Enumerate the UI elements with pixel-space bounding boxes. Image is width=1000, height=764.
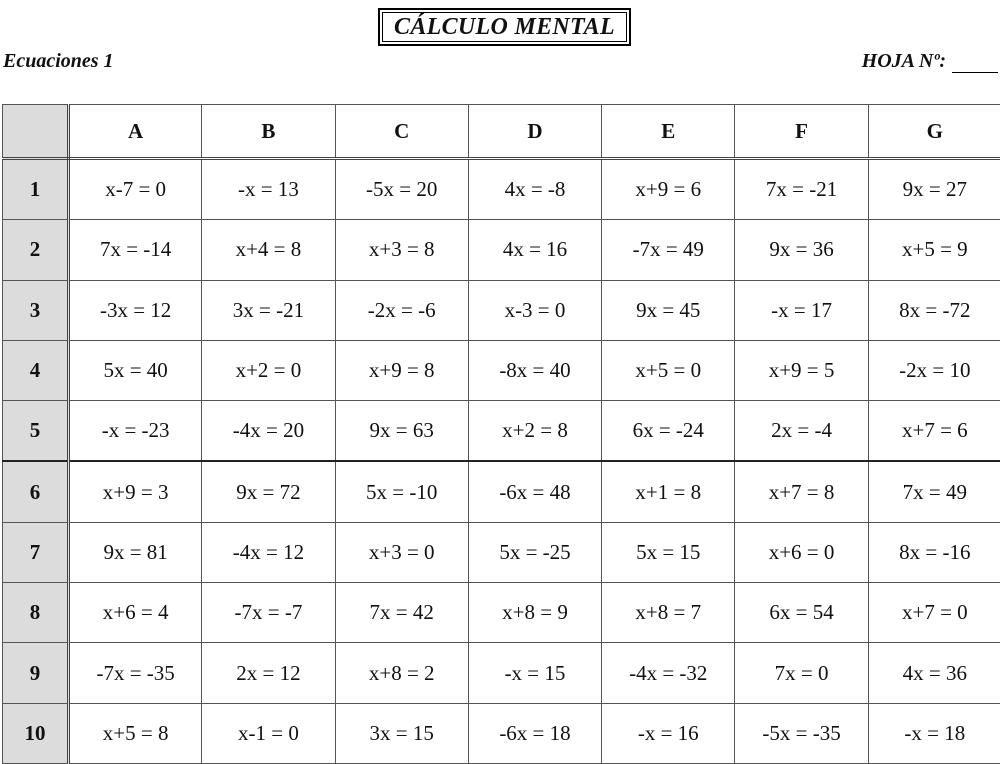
row-header: 1	[3, 159, 69, 220]
equation-cell-c: x+3 = 8	[335, 220, 468, 280]
equation-cell-g: -2x = 10	[868, 340, 1000, 400]
row-header: 5	[3, 401, 69, 462]
equation-cell-d: x+8 = 9	[468, 583, 601, 643]
row-header: 4	[3, 340, 69, 400]
table-row	[3, 220, 1000, 280]
equation-cell-d: 5x = -25	[468, 522, 601, 582]
equation-cell-e: 9x = 45	[602, 280, 735, 340]
equation-cell-a: -3x = 12	[69, 280, 202, 340]
equation-cell-d: x+2 = 8	[468, 401, 601, 462]
equation-cell-e: x+5 = 0	[602, 340, 735, 400]
equation-cell-d: 4x = -8	[468, 159, 601, 220]
equation-cell-e: x+8 = 7	[602, 583, 735, 643]
row-header: 8	[3, 583, 69, 643]
equation-cell-b: x+4 = 8	[202, 220, 335, 280]
equations-table	[2, 104, 1000, 764]
equation-cell-c: x+8 = 2	[335, 643, 468, 703]
row-header: 6	[3, 461, 69, 522]
equation-cell-b: x-1 = 0	[202, 703, 335, 763]
equation-cell-a: x+6 = 4	[69, 583, 202, 643]
equation-cell-c: 5x = -10	[335, 461, 468, 522]
equation-cell-g: -x = 18	[868, 703, 1000, 763]
equation-cell-a: -x = -23	[69, 401, 202, 462]
equation-cell-e: -4x = -32	[602, 643, 735, 703]
column-header-g: G	[868, 105, 1000, 159]
equation-cell-a: 5x = 40	[69, 340, 202, 400]
equation-cell-f: 6x = 54	[735, 583, 868, 643]
sheet-number-label: HOJA Nº:	[862, 50, 946, 73]
column-header-a: A	[69, 105, 202, 159]
equation-cell-e: -x = 16	[602, 703, 735, 763]
equation-cell-b: 2x = 12	[202, 643, 335, 703]
table-row	[3, 159, 1000, 220]
equation-cell-f: 9x = 36	[735, 220, 868, 280]
equation-cell-f: x+6 = 0	[735, 522, 868, 582]
worksheet-subtitle: Ecuaciones 1	[3, 50, 114, 73]
equation-cell-b: -4x = 20	[202, 401, 335, 462]
equation-cell-e: 6x = -24	[602, 401, 735, 462]
equation-cell-g: 4x = 36	[868, 643, 1000, 703]
equation-cell-b: 3x = -21	[202, 280, 335, 340]
equation-cell-b: -x = 13	[202, 159, 335, 220]
row-header: 2	[3, 220, 69, 280]
equation-cell-c: x+3 = 0	[335, 522, 468, 582]
row-header: 3	[3, 280, 69, 340]
equation-cell-c: -5x = 20	[335, 159, 468, 220]
equation-cell-d: -6x = 18	[468, 703, 601, 763]
equation-cell-b: x+2 = 0	[202, 340, 335, 400]
equation-cell-d: -6x = 48	[468, 461, 601, 522]
title-box	[378, 8, 631, 46]
equation-cell-e: -7x = 49	[602, 220, 735, 280]
equation-cell-g: x+7 = 6	[868, 401, 1000, 462]
row-header: 9	[3, 643, 69, 703]
equation-cell-c: -2x = -6	[335, 280, 468, 340]
equation-cell-d: 4x = 16	[468, 220, 601, 280]
table-body	[3, 159, 1000, 764]
equation-cell-d: -8x = 40	[468, 340, 601, 400]
row-header: 7	[3, 522, 69, 582]
equation-cell-g: 9x = 27	[868, 159, 1000, 220]
table-row	[3, 280, 1000, 340]
equation-cell-c: 7x = 42	[335, 583, 468, 643]
column-header-e: E	[602, 105, 735, 159]
equation-cell-c: 3x = 15	[335, 703, 468, 763]
row-header: 10	[3, 703, 69, 763]
equation-cell-f: x+7 = 8	[735, 461, 868, 522]
equation-cell-g: 7x = 49	[868, 461, 1000, 522]
table-row	[3, 703, 1000, 763]
table-row	[3, 461, 1000, 522]
page-title: CÁLCULO MENTAL	[382, 12, 627, 42]
column-header-f: F	[735, 105, 868, 159]
equation-cell-b: -7x = -7	[202, 583, 335, 643]
column-header-b: B	[202, 105, 335, 159]
equation-cell-f: -5x = -35	[735, 703, 868, 763]
equation-cell-f: 2x = -4	[735, 401, 868, 462]
equation-cell-c: 9x = 63	[335, 401, 468, 462]
table-row	[3, 522, 1000, 582]
column-header-c: C	[335, 105, 468, 159]
equation-cell-g: 8x = -72	[868, 280, 1000, 340]
equation-cell-a: x-7 = 0	[69, 159, 202, 220]
equation-cell-a: 9x = 81	[69, 522, 202, 582]
column-header-row	[3, 105, 1000, 159]
corner-cell	[3, 105, 69, 159]
equation-cell-a: x+5 = 8	[69, 703, 202, 763]
equation-cell-g: 8x = -16	[868, 522, 1000, 582]
equation-cell-e: 5x = 15	[602, 522, 735, 582]
table-row	[3, 340, 1000, 400]
equation-cell-g: x+7 = 0	[868, 583, 1000, 643]
equation-cell-a: -7x = -35	[69, 643, 202, 703]
equation-cell-a: x+9 = 3	[69, 461, 202, 522]
sheet-number-blank	[952, 54, 998, 73]
table-row	[3, 401, 1000, 462]
equation-cell-f: 7x = 0	[735, 643, 868, 703]
equation-cell-d: x-3 = 0	[468, 280, 601, 340]
equation-cell-a: 7x = -14	[69, 220, 202, 280]
column-header-d: D	[468, 105, 601, 159]
equation-cell-g: x+5 = 9	[868, 220, 1000, 280]
equation-cell-f: x+9 = 5	[735, 340, 868, 400]
equation-cell-e: x+9 = 6	[602, 159, 735, 220]
sheet-number-field	[862, 50, 998, 73]
equation-cell-e: x+1 = 8	[602, 461, 735, 522]
equation-cell-c: x+9 = 8	[335, 340, 468, 400]
equation-cell-b: 9x = 72	[202, 461, 335, 522]
equation-cell-b: -4x = 12	[202, 522, 335, 582]
table-row	[3, 583, 1000, 643]
equation-cell-f: 7x = -21	[735, 159, 868, 220]
equation-cell-f: -x = 17	[735, 280, 868, 340]
equation-cell-d: -x = 15	[468, 643, 601, 703]
table-row	[3, 643, 1000, 703]
